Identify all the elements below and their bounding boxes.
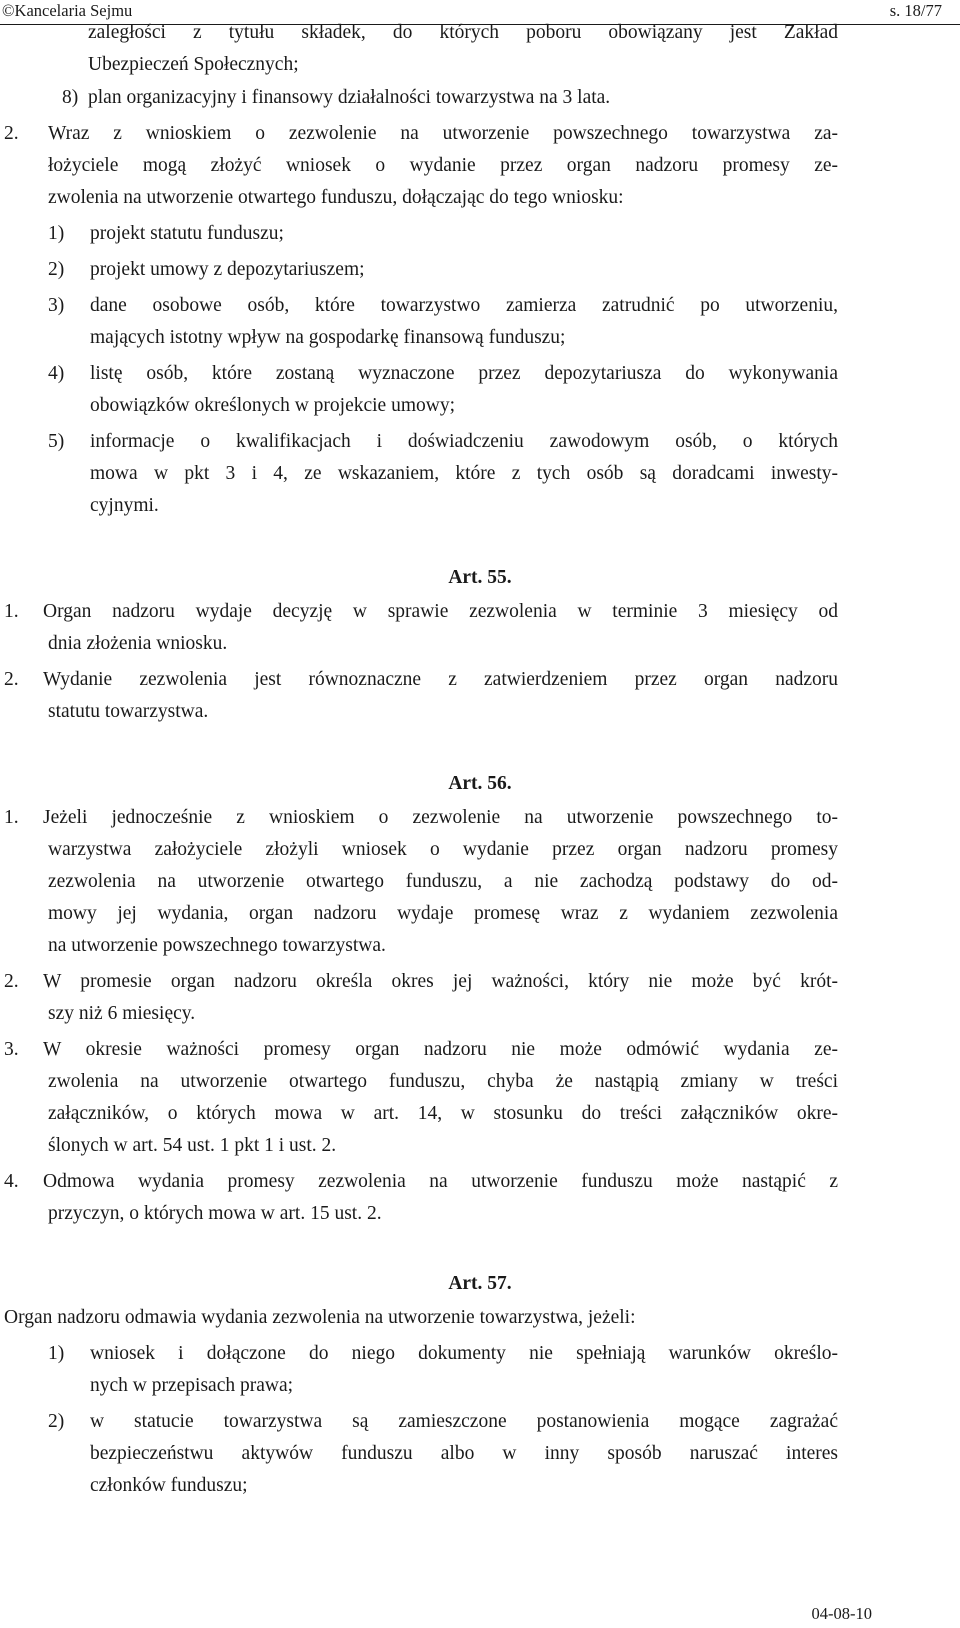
line-text: listę osób, które zostaną wyznaczone przez depozytariusza do wykonywania [90,363,838,384]
item-number: 1) [48,223,65,244]
line-text: mowy jej wydania, organ nadzoru wydaje promesę wraz z wydaniem zezwolenia [48,903,838,924]
line-text: informacje o kwalifikacjach i doświadczeniu zawodowym osób, o których [90,431,838,452]
line-text: załączników, o których mowa w art. 14, w stosunku do treści załączników okre- [48,1103,838,1124]
line-text: zwolenia na utworzenie otwartego funduszu, chyba że nastąpią zmiany w treści [48,1071,838,1092]
line-text: w statucie towarzystwa są zamieszczone postanowienia mogące zagrażać [90,1411,838,1432]
line-text: W promesie organ nadzoru określa okres jej ważności, który nie może być krót- [43,971,838,992]
line-text: mających istotny wpływ na gospodarkę finansową funduszu; [90,327,566,348]
line-text: Organ nadzoru odmawia wydania zezwolenia na utworzenie towarzystwa, jeżeli: [4,1307,636,1328]
line-text: Organ nadzoru wydaje decyzję w sprawie zezwolenia w terminie 3 miesięcy od [43,601,838,622]
line-text: projekt umowy z depozytariuszem; [90,259,365,280]
line-text: członków funduszu; [90,1475,248,1496]
line-text: wniosek i dołączone do niego dokumenty nie spełniają warunków określo- [90,1343,838,1364]
line-text: zezwolenia na utworzenie otwartego funduszu, a nie zachodzą podstawy do od- [48,871,838,892]
line-text: W okresie ważności promesy organ nadzoru nie może odmówić wydania ze- [43,1039,838,1060]
article-heading: Art. 56. [448,773,512,794]
paragraph-number: 3. [4,1039,19,1060]
item-number: 5) [48,431,65,452]
line-text: plan organizacyjny i finansowy działalności towarzystwa na 3 lata. [88,87,611,108]
line-text: nych w przepisach prawa; [90,1375,294,1396]
line-text: mowa w pkt 3 i 4, ze wskazaniem, które z tych osób są doradcami inwesty- [90,463,838,484]
line-text: Wraz z wnioskiem o zezwolenie na utworzenie powszechnego towarzystwa za- [48,123,838,144]
line-text: warzystwa założyciele złożyli wniosek o wydanie przez organ nadzoru promesy [48,839,838,860]
line-text: Ubezpieczeń Społecznych; [88,54,299,75]
line-text: Odmowa wydania promesy zezwolenia na utworzenie funduszu może nastąpić z [43,1171,838,1192]
line-text: bezpieczeństwu aktywów funduszu albo w inny sposób naruszać interes [90,1443,838,1464]
paragraph-number: 1. [4,601,19,622]
item-number: 8) [62,87,79,108]
line-text: na utworzenie powszechnego towarzystwa. [48,935,386,956]
line-text: dnia złożenia wniosku. [48,633,228,654]
paragraph-number: 2. [4,971,19,992]
paragraph-number: 1. [4,807,19,828]
line-text: obowiązków określonych w projekcie umowy; [90,395,455,416]
line-text: ślonych w art. 54 ust. 1 pkt 1 i ust. 2. [48,1135,337,1156]
line-text: przyczyn, o których mowa w art. 15 ust. 2. [48,1203,382,1224]
paragraph-number: 4. [4,1171,19,1192]
item-number: 2) [48,1411,65,1432]
line-text: łożyciele mogą złożyć wniosek o wydanie przez organ nadzoru promesy ze- [48,155,838,176]
line-text: zwolenia na utworzenie otwartego funduszu, dołączając do tego wniosku: [48,187,624,208]
item-number: 1) [48,1343,65,1364]
line-text: statutu towarzystwa. [48,701,209,722]
header-page-number: s. 18/77 [889,1,942,20]
line-text: cyjnymi. [90,495,159,516]
item-number: 4) [48,363,65,384]
line-text: Wydanie zezwolenia jest równoznaczne z zatwierdzeniem przez organ nadzoru [43,669,838,690]
line-text: dane osobowe osób, które towarzystwo zamierza zatrudnić po utworzeniu, [90,295,838,316]
article-heading: Art. 57. [448,1273,512,1294]
line-text: zaległości z tytułu składek, do których poboru obowiązany jest Zakład [88,22,838,43]
item-number: 2) [48,259,65,280]
article-heading: Art. 55. [448,567,512,588]
line-text: projekt statutu funduszu; [90,223,284,244]
line-text: szy niż 6 miesięcy. [48,1003,196,1024]
footer-date: 04-08-10 [811,1604,872,1623]
item-number: 3) [48,295,65,316]
header-copyright: ©Kancelaria Sejmu [2,1,133,20]
line-text: Jeżeli jednocześnie z wnioskiem o zezwolenie na utworzenie powszechnego to- [43,807,838,828]
paragraph-number: 2. [4,669,19,690]
paragraph-number: 2. [4,123,19,144]
